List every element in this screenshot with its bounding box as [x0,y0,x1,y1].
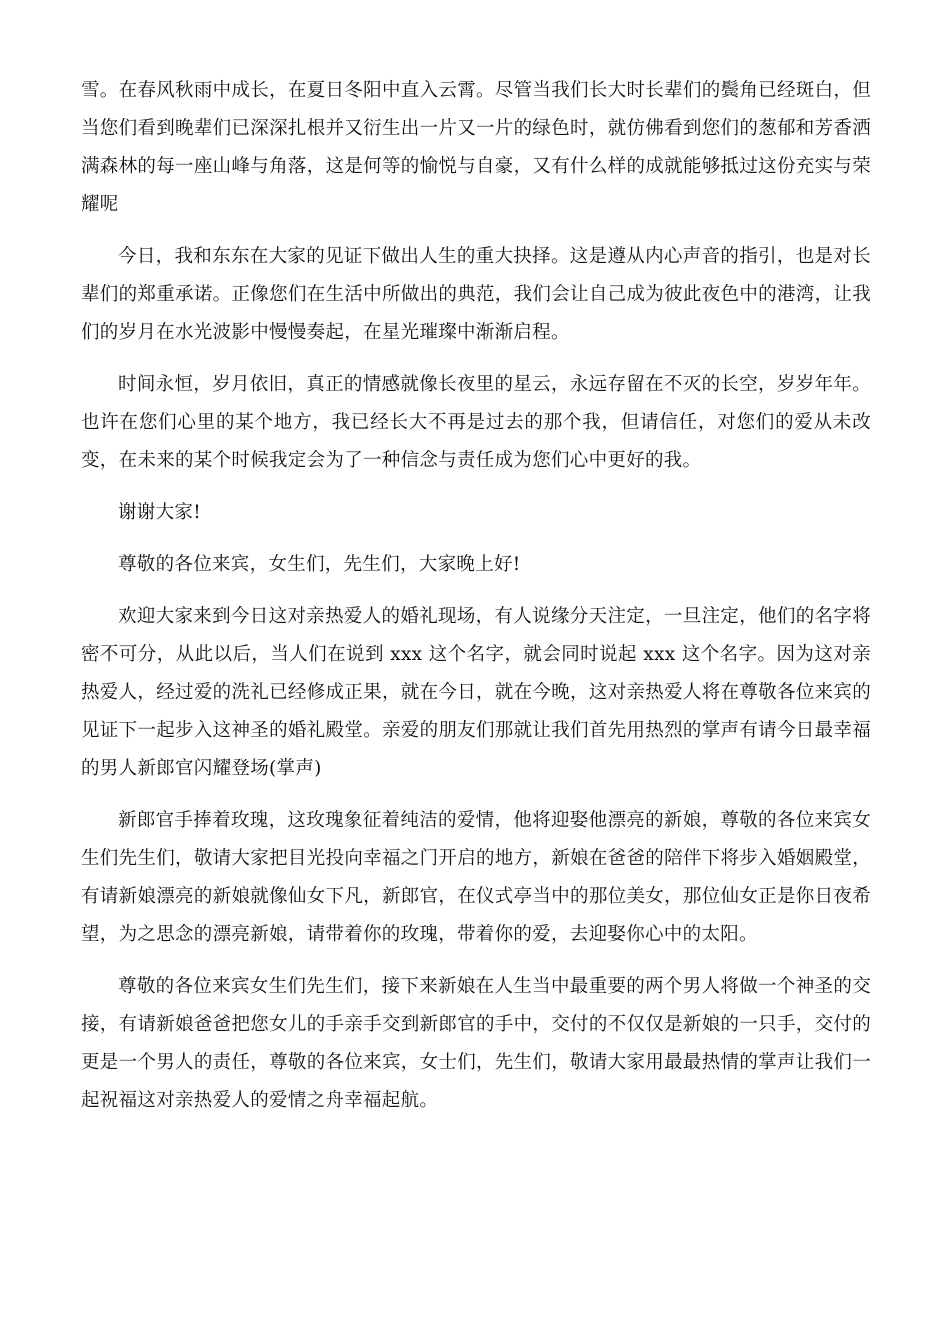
paragraph-greeting: 尊敬的各位来宾，女生们，先生们，大家晚上好! [118,554,521,575]
paragraph-welcome: 欢迎大家来到今日这对亲热爱人的婚礼现场，有人说缘分天注定，一旦注定，他们的名字将密不可分，从此以后，当人们在说到 xxx 这个名字，就会同时说起 xxx 这个名字。因为这对亲热爱人，经过爱的洗礼已经修成正果，就在今日，就在今晚，这对亲热爱人将在尊敬各位来宾的见证下一起步入这神圣的婚礼殿堂。亲爱的朋友们那就让我们首先用热烈的掌声有请今日最幸福的男人新郎官闪耀登场(掌声) [81,606,871,779]
paragraph-handover: 尊敬的各位来宾女生们先生们，接下来新娘在人生当中最重要的两个男人将做一个神圣的交接，有请新娘爸爸把您女儿的手亲手交到新郎官的手中，交付的不仅仅是新娘的一只手，交付的更是一个男人的责任，尊敬的各位来宾，女士们，先生们，敬请大家用最最热情的掌声让我们一起祝福这对亲热爱人的爱情之舟幸福起航。 [81,976,871,1111]
paragraph-continued: 雪。在春风秋雨中成长，在夏日冬阳中直入云霄。尽管当我们长大时长辈们的鬓角已经斑白，但当您们看到晚辈们已深深扎根并又衍生出一片又一片的绿色时，就仿佛看到您们的葱郁和芳香洒满森林的每一座山峰与角落，这是何等的愉悦与自豪，又有什么样的成就能够抵过这份充实与荣耀呢 [81,80,871,215]
paragraph-choice: 今日，我和东东在大家的见证下做出人生的重大抉择。这是遵从内心声音的指引，也是对长辈们的郑重承诺。正像您们在生活中所做出的典范，我们会让自己成为彼此夜色中的港湾，让我们的岁月在水光波影中慢慢奏起，在星光璀璨中渐渐启程。 [81,246,871,343]
paragraph-time: 时间永恒，岁月依旧，真正的情感就像长夜里的星云，永远存留在不灭的长空，岁岁年年。也许在您们心里的某个地方，我已经长大不再是过去的那个我，但请信任，对您们的爱从未改变，在未来的某个时候我定会为了一种信念与责任成为您们心中更好的我。 [81,374,871,471]
document-body [81,72,871,1134]
paragraph-thanks: 谢谢大家! [118,502,201,523]
paragraph-groom: 新郎官手捧着玫瑰，这玫瑰象征着纯洁的爱情，他将迎娶他漂亮的新娘，尊敬的各位来宾女生们先生们，敬请大家把目光投向幸福之门开启的地方，新娘在爸爸的陪伴下将步入婚姻殿堂，有请新娘漂亮的新娘就像仙女下凡，新郎官，在仪式亭当中的那位美女，那位仙女正是你日夜希望，为之思念的漂亮新娘，请带着你的玫瑰，带着你的爱，去迎娶你心中的太阳。 [81,810,871,945]
